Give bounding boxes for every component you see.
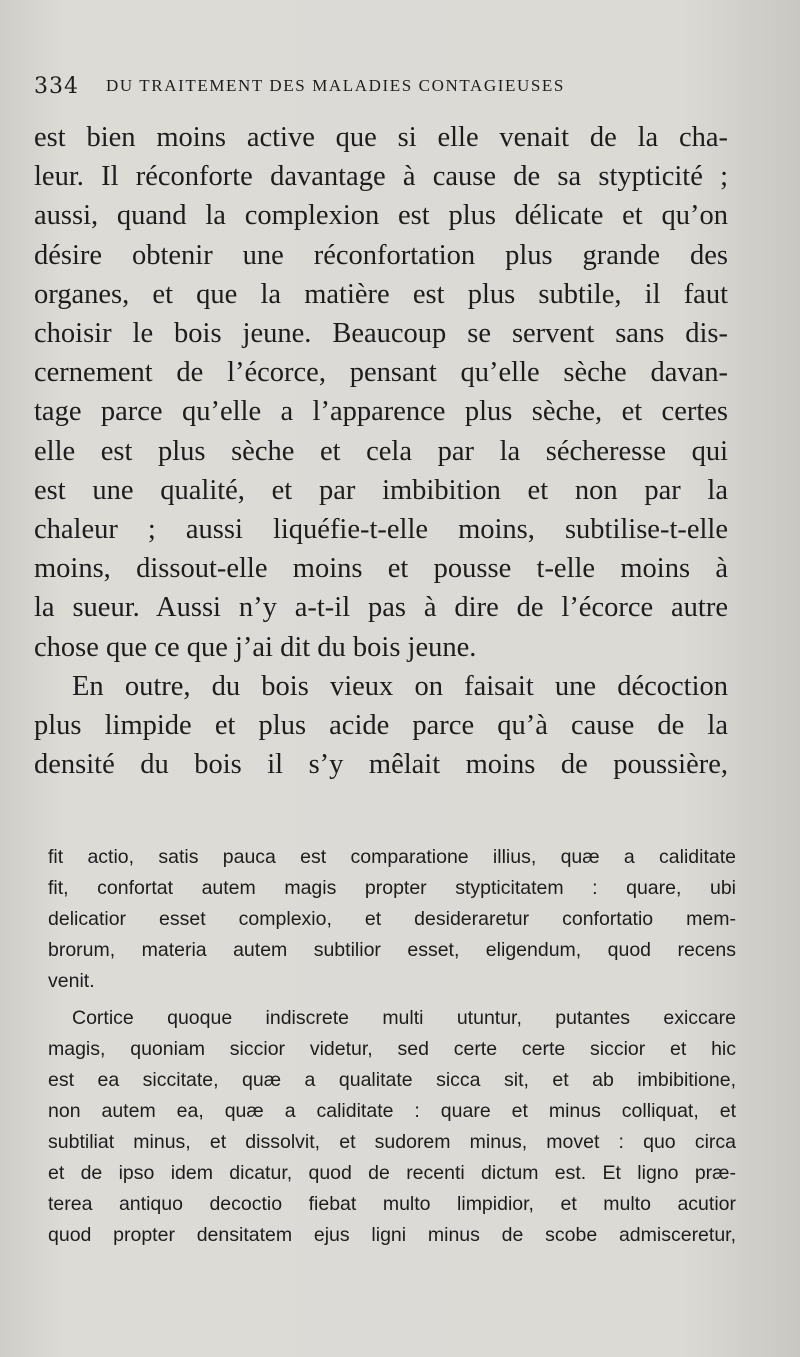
text-line: brorum, materia autem subtilior esset, eligendum, quod recens	[48, 939, 736, 961]
text-line: fit actio, satis pauca est comparatione illius, quæ a caliditate	[48, 846, 736, 868]
running-title: DU TRAITEMENT DES MALADIES CONTAGIEUSES	[106, 76, 565, 95]
latin-paragraph-2	[48, 1003, 736, 1251]
text-line: leur. Il réconforte davantage à cause de sa stypticité ;	[34, 161, 728, 193]
text-line: venit.	[48, 970, 95, 992]
text-line: choisir le bois jeune. Beaucoup se servent sans dis-	[34, 318, 728, 350]
text-line: est bien moins active que si elle venait de la cha-	[34, 122, 728, 153]
text-line: fit, confortat autem magis propter stypticitatem : quare, ubi	[48, 877, 736, 899]
text-line: chose que ce que j’ai dit du bois jeune.	[34, 631, 477, 663]
text-line: aussi, quand la complexion est plus délicate et qu’on	[34, 200, 728, 232]
text-line: Cortice quoque indiscrete multi utuntur, putantes exiccare	[72, 1007, 736, 1029]
text-line: densité du bois il s’y mêlait moins de poussière,	[34, 749, 728, 781]
text-line: organes, et que la matière est plus subtile, il faut	[34, 278, 728, 310]
text-line: non autem ea, quæ a caliditate : quare et minus colliquat, et	[48, 1100, 736, 1122]
text-line: cernement de l’écorce, pensant qu’elle sèche davan-	[34, 357, 728, 389]
text-line: moins, dissout-elle moins et pousse t-elle moins à	[34, 553, 728, 585]
latin-footnote-text	[48, 842, 736, 1251]
text-line: la sueur. Aussi n’y a-t-il pas à dire de l’écorce autre	[34, 592, 728, 624]
text-line: tage parce qu’elle a l’apparence plus sèche, et certes	[34, 396, 728, 428]
text-line: subtiliat minus, et dissolvit, et sudorem minus, movet : quo circa	[48, 1131, 736, 1153]
text-line: elle est plus sèche et cela par la sécheresse qui	[34, 435, 728, 467]
french-text	[34, 118, 728, 784]
text-line: est une qualité, et par imbibition et non par la	[34, 474, 728, 506]
french-paragraph-1	[34, 118, 728, 667]
text-line: quod propter densitatem ejus ligni minus de scobe admisceretur,	[48, 1224, 736, 1246]
french-paragraph-2	[34, 667, 728, 785]
text-line: chaleur ; aussi liquéfie-t-elle moins, subtilise-t-elle	[34, 514, 728, 546]
text-line: désire obtenir une réconfortation plus grande des	[34, 239, 728, 271]
text-line: delicatior esset complexio, et desideraretur confortatio mem-	[48, 908, 736, 930]
text-line: plus limpide et plus acide parce qu’à cause de la	[34, 710, 728, 742]
page-number: 334	[34, 74, 79, 99]
text-line: est ea siccitate, quæ a qualitate sicca sit, et ab imbibitione,	[48, 1069, 736, 1091]
page-header	[34, 72, 734, 102]
latin-paragraph-1	[48, 842, 736, 997]
text-line: et de ipso idem dicatur, quod de recenti dictum est. Et ligno præ-	[48, 1162, 736, 1184]
text-line: magis, quoniam siccior videtur, sed certe certe siccior et hic	[48, 1038, 736, 1060]
text-line: En outre, du bois vieux on faisait une décoction	[72, 670, 728, 702]
text-line: terea antiquo decoctio fiebat multo limpidior, et multo acutior	[48, 1193, 736, 1215]
